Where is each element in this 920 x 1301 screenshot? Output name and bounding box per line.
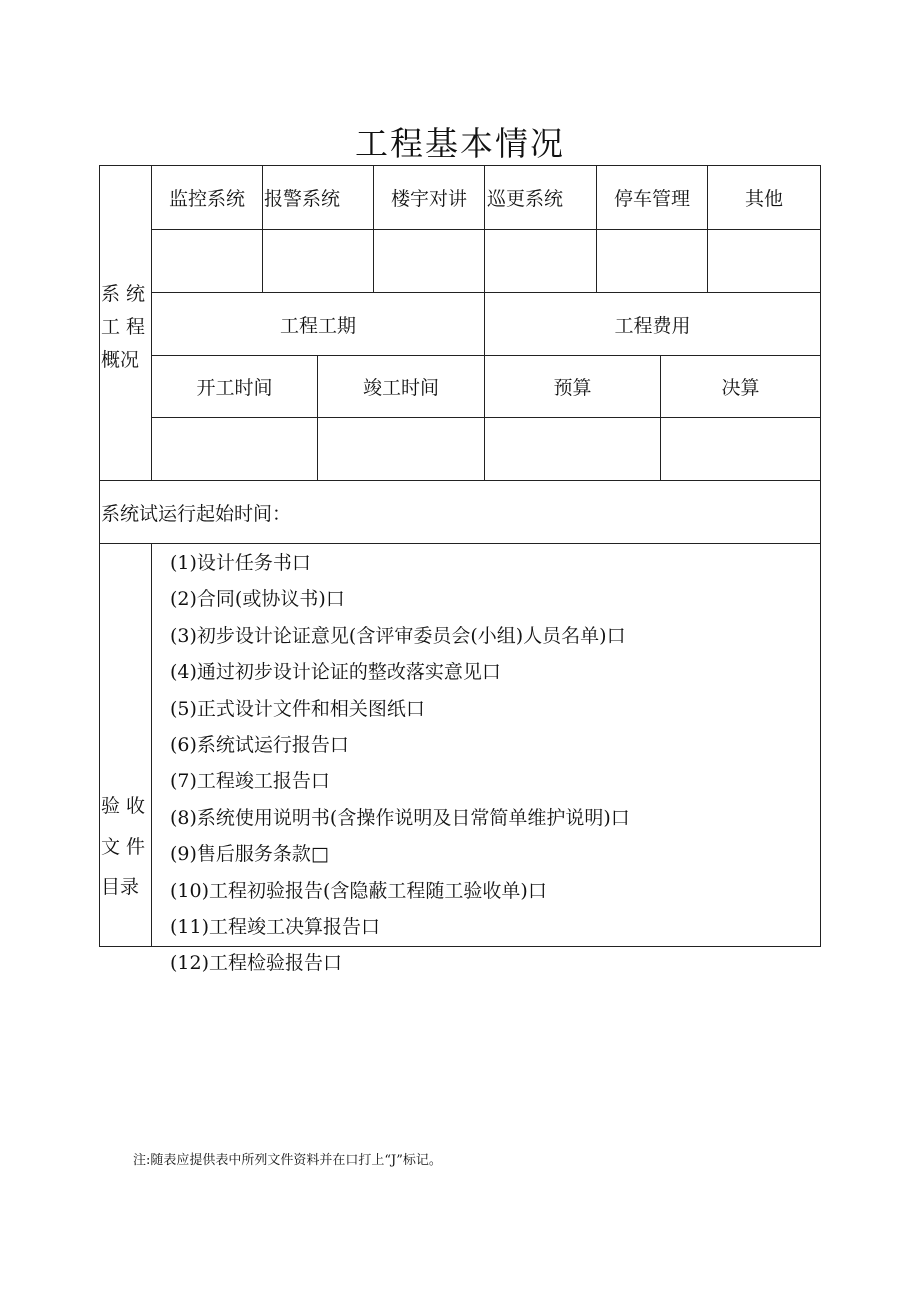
system-header: 监控系统 (168, 188, 245, 210)
list-item: (10)工程初验报告(含隐蔽工程随工验收单)口 (170, 879, 547, 902)
list-item: (5)正式设计文件和相关图纸口 (170, 697, 425, 720)
table-border-right (820, 165, 821, 947)
label-line: 概况 (101, 349, 140, 371)
overview-label (101, 278, 145, 377)
budget-header: 预算 (553, 377, 592, 399)
list-item: (7)工程竣工报告口 (170, 770, 330, 793)
system-header: 楼宇对讲 (390, 188, 467, 210)
page-title: 工程基本情况 (355, 124, 565, 163)
label-line: 文 件 (101, 836, 146, 858)
list-item: (3)初步设计论证意见(含评审委员会(小组)人员名单)口 (170, 624, 626, 647)
row-line (151, 417, 821, 418)
list-item: (1)设计任务书口 (170, 552, 311, 574)
list-item: (12)工程检验报告口 (170, 952, 343, 975)
label-line: 工 程 (101, 316, 146, 338)
period-header: 工程工期 (279, 314, 356, 337)
row-line (99, 543, 821, 544)
trial-run-label: 系统试运行起始时间： (101, 502, 292, 525)
label-line: 验 收 (101, 795, 146, 817)
table-border-left (99, 165, 100, 947)
system-header: 报警系统 (264, 188, 341, 210)
footnote: 注:随表应提供表中所列文件资料并在口打上“J”标记。 (133, 1153, 442, 1168)
system-header: 停车管理 (613, 188, 690, 210)
system-header: 巡更系统 (487, 188, 564, 210)
end-time-header: 竣工时间 (362, 377, 439, 399)
cost-header: 工程费用 (614, 314, 691, 337)
acceptance-document-list (170, 545, 630, 982)
list-item: (2)合同(或协议书)口 (170, 588, 345, 611)
final-account-header: 决算 (721, 377, 760, 399)
col-line (151, 543, 152, 946)
start-time-header: 开工时间 (196, 377, 273, 399)
list-item: (8)系统使用说明书(含操作说明及日常简单维护说明)口 (170, 806, 630, 829)
list-item: (9)售后服务条款□ (170, 843, 329, 866)
acceptance-label (101, 788, 145, 906)
label-line: 系 统 (101, 283, 146, 305)
system-header: 其他 (744, 188, 783, 210)
list-item: (4)通过初步设计论证的整改落实意见口 (170, 661, 501, 684)
list-item: (11)工程竣工决算报告口 (170, 915, 381, 938)
list-item: (6)系统试运行报告口 (170, 733, 349, 756)
row-line (151, 229, 821, 230)
label-line: 目录 (101, 876, 140, 898)
